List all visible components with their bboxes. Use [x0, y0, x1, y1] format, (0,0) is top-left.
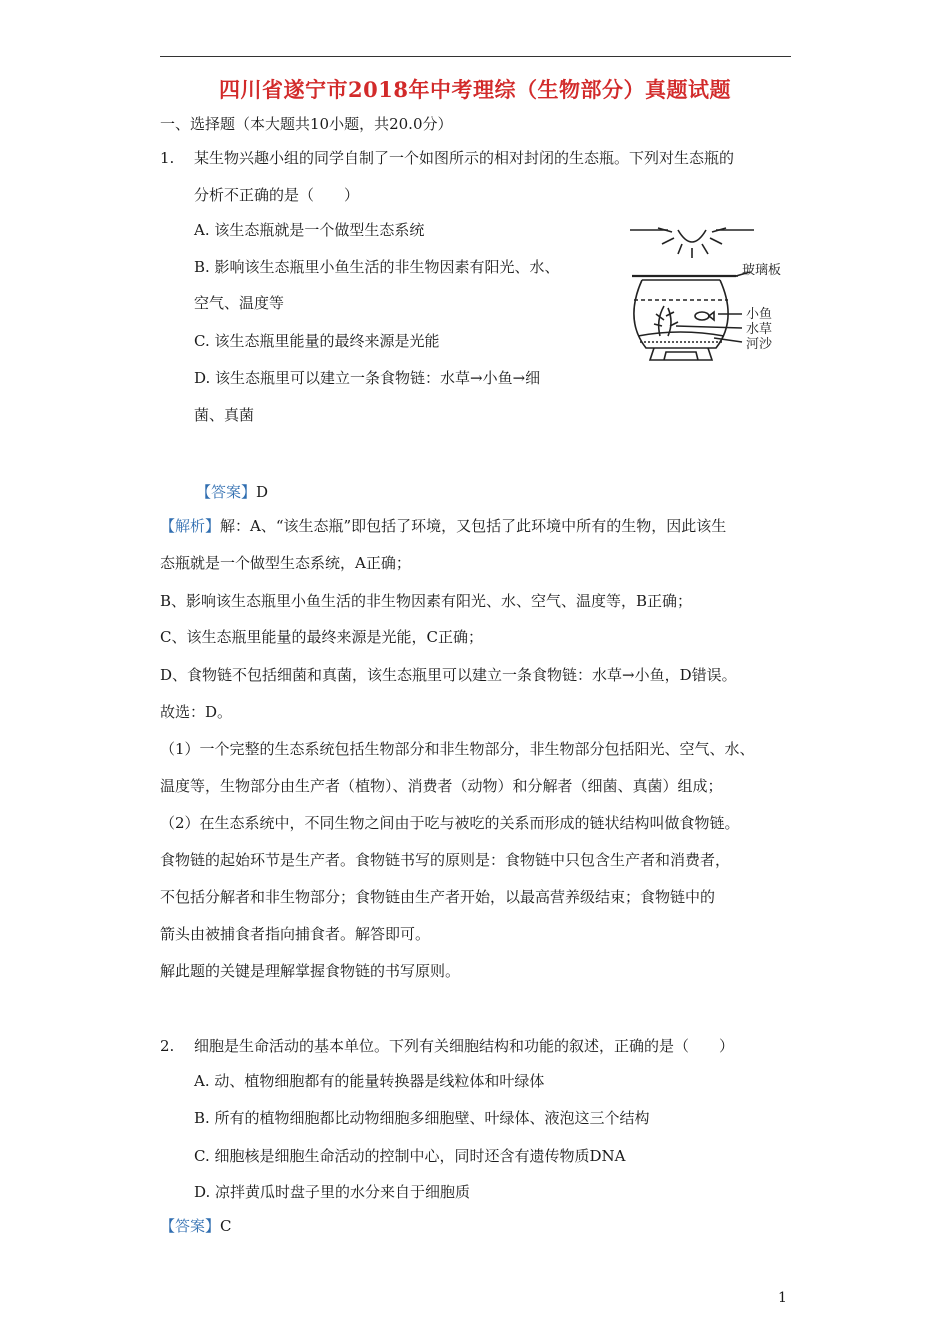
page-number: 1 — [778, 1290, 787, 1306]
fish-icon — [695, 312, 709, 320]
analysis-tag: 【解析】 — [160, 517, 221, 535]
q1-option-b-line2: 空气、温度等 — [194, 294, 285, 312]
q1-option-c: C. 该生态瓶里能量的最终来源是光能 — [194, 332, 440, 350]
analysis-line1 — [160, 515, 726, 537]
analysis-line6: 故选：D。 — [160, 703, 233, 721]
q2-option-c: C. 细胞核是细胞生命活动的控制中心，同时还含有遗传物质DNA — [194, 1147, 626, 1165]
analysis-line11: 不包括分解者和非生物部分；食物链由生产者开始，以最高营养级结束；食物链中的 — [160, 888, 716, 906]
label-grass: 水草 — [746, 322, 773, 337]
q1-option-d-line1: D. 该生态瓶里可以建立一条食物链：水草→小鱼→细 — [194, 369, 541, 387]
analysis-line5: D、食物链不包括细菌和真菌，该生态瓶里可以建立一条食物链：水草→小鱼，D错误。 — [160, 666, 737, 684]
q2-answer — [160, 1215, 232, 1237]
analysis-line10: 食物链的起始环节是生产者。食物链书写的原则是：食物链中只包含生产者和消费者， — [160, 851, 731, 869]
label-fish: 小鱼 — [746, 307, 773, 322]
analysis-line13: 解此题的关键是理解掌握食物链的书写原则。 — [160, 962, 461, 980]
page-title: 四川省遂宁市2018年中考理综（生物部分）真题试题 — [219, 77, 731, 102]
sun-icon — [678, 230, 706, 242]
analysis-line3: B、影响该生态瓶里小鱼生活的非生物因素有阳光、水、空气、温度等，B正确； — [160, 592, 693, 610]
q1-stem-line2: 分析不正确的是（ ） — [194, 186, 360, 204]
q1-option-d-line2: 菌、真菌 — [194, 406, 255, 424]
q2-option-d: D. 凉拌黄瓜时盘子里的水分来自于细胞质 — [194, 1183, 471, 1201]
section-heading: 一、选择题（本大题共10小题，共20.0分） — [160, 115, 453, 133]
q2-number: 2. — [160, 1037, 175, 1055]
q1-option-b-line1: B. 影响该生态瓶里小鱼生活的非生物因素有阳光、水、 — [194, 258, 560, 276]
analysis-line2: 态瓶就是一个做型生态系统，A正确； — [160, 554, 411, 572]
analysis-line12: 箭头由被捕食者指向捕食者。解答即可。 — [160, 925, 431, 943]
analysis-line8: 温度等，生物部分由生产者（植物）、消费者（动物）和分解者（细菌、真菌）组成； — [160, 777, 723, 795]
answer-tag: 【答案】 — [160, 1217, 221, 1235]
q1-stem-line1: 某生物兴趣小组的同学自制了一个如图所示的相对封闭的生态瓶。下列对生态瓶的 — [194, 149, 735, 167]
q1-number: 1. — [160, 149, 175, 167]
header-rule — [160, 56, 791, 57]
eco-bottle-figure — [618, 208, 794, 376]
q2-option-b: B. 所有的植物细胞都比动物细胞多细胞壁、叶绿体、液泡这三个结构 — [194, 1109, 650, 1127]
analysis-text: 解：A、“该生态瓶”即包括了环境，又包括了此环境中所有的生物，因此该生 — [220, 517, 727, 535]
answer-tag: 【答案】 — [196, 483, 257, 501]
q2-stem: 细胞是生命活动的基本单位。下列有关细胞结构和功能的叙述，正确的是（ ） — [194, 1037, 735, 1055]
q1-option-a: A. 该生态瓶就是一个做型生态系统 — [194, 221, 425, 239]
analysis-line7: （1）一个完整的生态系统包括生物部分和非生物部分，非生物部分包括阳光、空气、水、 — [160, 740, 755, 758]
label-sand: 河沙 — [746, 337, 773, 352]
q1-answer — [196, 481, 268, 503]
answer-value: D — [256, 483, 269, 501]
label-glass: 玻璃板 — [742, 263, 782, 278]
answer-value: C — [220, 1217, 232, 1235]
analysis-line4: C、该生态瓶里能量的最终来源是光能，C正确； — [160, 628, 483, 646]
analysis-line9: （2）在生态系统中，不同生物之间由于吃与被吃的关系而形成的链状结构叫做食物链。 — [160, 814, 740, 832]
q2-option-a: A. 动、植物细胞都有的能量转换器是线粒体和叶绿体 — [194, 1072, 545, 1090]
